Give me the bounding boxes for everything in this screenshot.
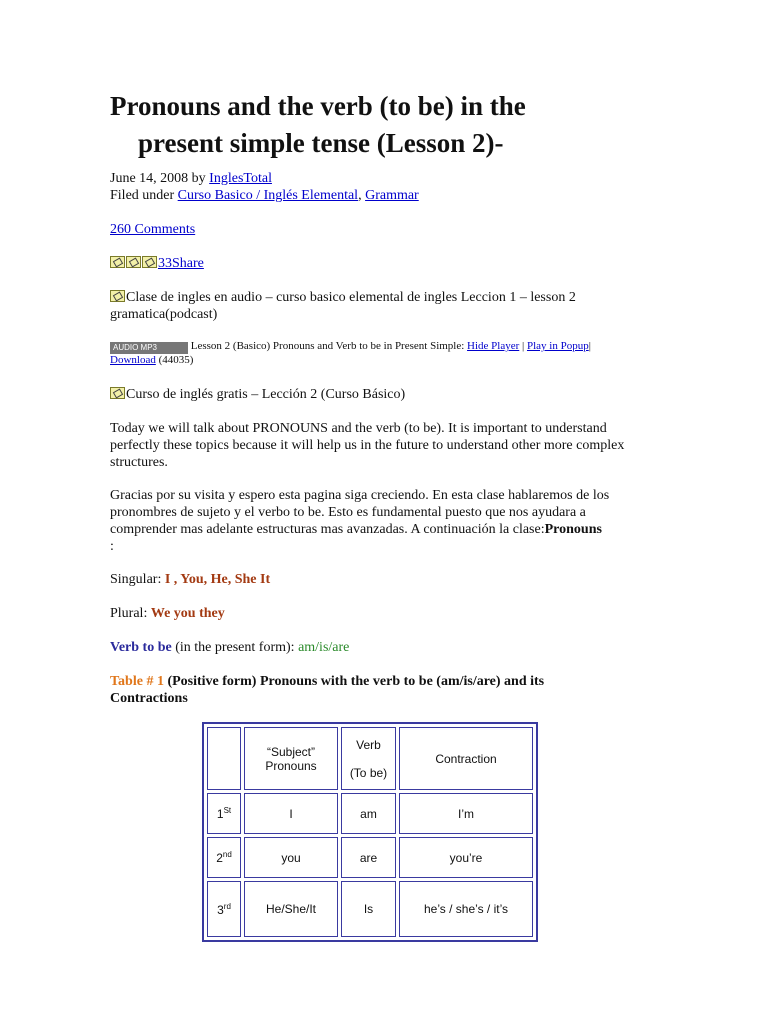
verb-label: Verb to be — [110, 640, 172, 655]
broken-image-icon — [110, 290, 125, 302]
row-number — [207, 881, 241, 937]
intro-spanish-text: Gracias por su visita y espero esta pagina siga creciendo. En esta clase hablaremos de los pronombres de sujeto y el verbo to be. Esto es fundamental puesto que nos ayudara a comprender mas adelante estructuras mas avanzadas. A continuación la clase: — [110, 488, 610, 537]
row-contraction: he’s / she’s / it’s — [399, 881, 533, 937]
category-separator: , — [358, 188, 362, 203]
verb-values: am/is/are — [298, 640, 350, 655]
share-row — [110, 255, 204, 272]
table-number: Table # 1 — [110, 674, 164, 689]
category-link-grammar[interactable]: Grammar — [365, 188, 419, 203]
row-number-value: 1 — [216, 807, 224, 821]
table-header-verb — [341, 727, 396, 790]
row-verb: am — [341, 793, 396, 834]
row-pronoun: I — [244, 793, 338, 834]
share-count: 33 — [158, 256, 172, 271]
verb-line — [110, 639, 349, 656]
table-header-subject — [244, 727, 338, 790]
row-number-value: 2 — [216, 851, 223, 865]
row-number-suffix: nd — [222, 850, 232, 859]
player-separator: | — [588, 340, 591, 352]
title-line-2: present simple tense (Lesson 2)- — [138, 128, 504, 158]
table-row — [207, 837, 533, 878]
intro-pronouns-bold: Pronouns — [544, 522, 602, 537]
table-heading-text: (Positive form) Pronouns with the verb to be (am/is/are) and its Contractions — [110, 674, 545, 706]
audio-note — [110, 289, 650, 323]
filed-under-label: Filed under — [110, 188, 178, 203]
verb-header-line1: Verb — [356, 737, 381, 752]
verb-middle-text: (in the present form): — [171, 640, 299, 655]
player-description: Lesson 2 (Basico) Pronouns and Verb to be in Present Simple: — [190, 340, 465, 352]
play-in-popup-link[interactable]: Play in Popup — [526, 340, 589, 352]
audio-mp3-badge-icon[interactable]: AUDIO MP3 — [110, 342, 188, 354]
row-contraction: you’re — [399, 837, 533, 878]
singular-line — [110, 571, 270, 588]
post-meta — [110, 170, 419, 204]
author-link[interactable]: InglesTotal — [209, 171, 272, 186]
share-bookmark-icon[interactable] — [142, 256, 157, 268]
audio-note-text: Clase de ingles en audio – curso basico elemental de ingles Leccion 1 – lesson 2 gramatica(podcast) — [110, 290, 576, 322]
singular-values: I , You, He, She It — [164, 572, 271, 587]
plural-values: We you they — [150, 606, 225, 621]
row-number-suffix: St — [223, 806, 232, 815]
verb-header-line2: (To be) — [349, 765, 388, 780]
comments-row — [110, 221, 195, 238]
table-header-row — [207, 727, 533, 790]
row-pronoun: He/She/It — [244, 881, 338, 937]
course-note — [110, 386, 405, 403]
plural-label: Plural: — [110, 606, 151, 621]
singular-label: Singular: — [110, 572, 165, 587]
comments-link[interactable]: 260 Comments — [110, 222, 196, 237]
share-bookmark-icon[interactable] — [110, 256, 125, 268]
intro-english: Today we will talk about PRONOUNS and the verb (to be). It is important to understand perfectly these topics because it will help us in the future to understand other more complex structures. — [110, 421, 625, 470]
audio-player-row — [110, 340, 650, 367]
plural-line — [110, 605, 225, 622]
table-row — [207, 793, 533, 834]
player-separator: | — [522, 340, 525, 352]
intro-spanish — [110, 487, 652, 555]
table-header-contraction: Contraction — [399, 727, 533, 790]
row-verb: are — [341, 837, 396, 878]
download-count: (44035) — [158, 354, 194, 366]
course-note-text: Curso de inglés gratis – Lección 2 (Curso Básico) — [126, 387, 406, 402]
row-number — [207, 837, 241, 878]
share-bookmark-icon[interactable] — [126, 256, 141, 268]
share-count-link[interactable] — [158, 256, 204, 271]
title-line-1: Pronouns and the verb (to be) in the — [110, 91, 526, 121]
intro-colon: : — [110, 539, 114, 554]
row-number-suffix: rd — [223, 901, 231, 911]
share-label: Share — [172, 256, 204, 271]
row-number-value: 3 — [217, 902, 224, 917]
row-number — [207, 793, 241, 834]
table-header-empty — [207, 727, 241, 790]
row-pronoun: you — [244, 837, 338, 878]
table-row — [207, 881, 533, 937]
hide-player-link[interactable]: Hide Player — [467, 340, 520, 352]
category-link-curso-basico[interactable]: Curso Basico / Inglés Elemental — [177, 188, 359, 203]
row-contraction: I’m — [399, 793, 533, 834]
subject-header-line2: Pronouns — [265, 758, 317, 773]
pronouns-table — [202, 722, 538, 942]
post-date: June 14, 2008 by — [110, 171, 210, 186]
table-heading — [110, 673, 610, 707]
article-title — [110, 88, 670, 162]
broken-image-icon — [110, 387, 125, 399]
download-link[interactable]: Download — [110, 354, 156, 366]
subject-header-line1: “Subject” — [266, 744, 316, 759]
row-verb: Is — [341, 881, 396, 937]
